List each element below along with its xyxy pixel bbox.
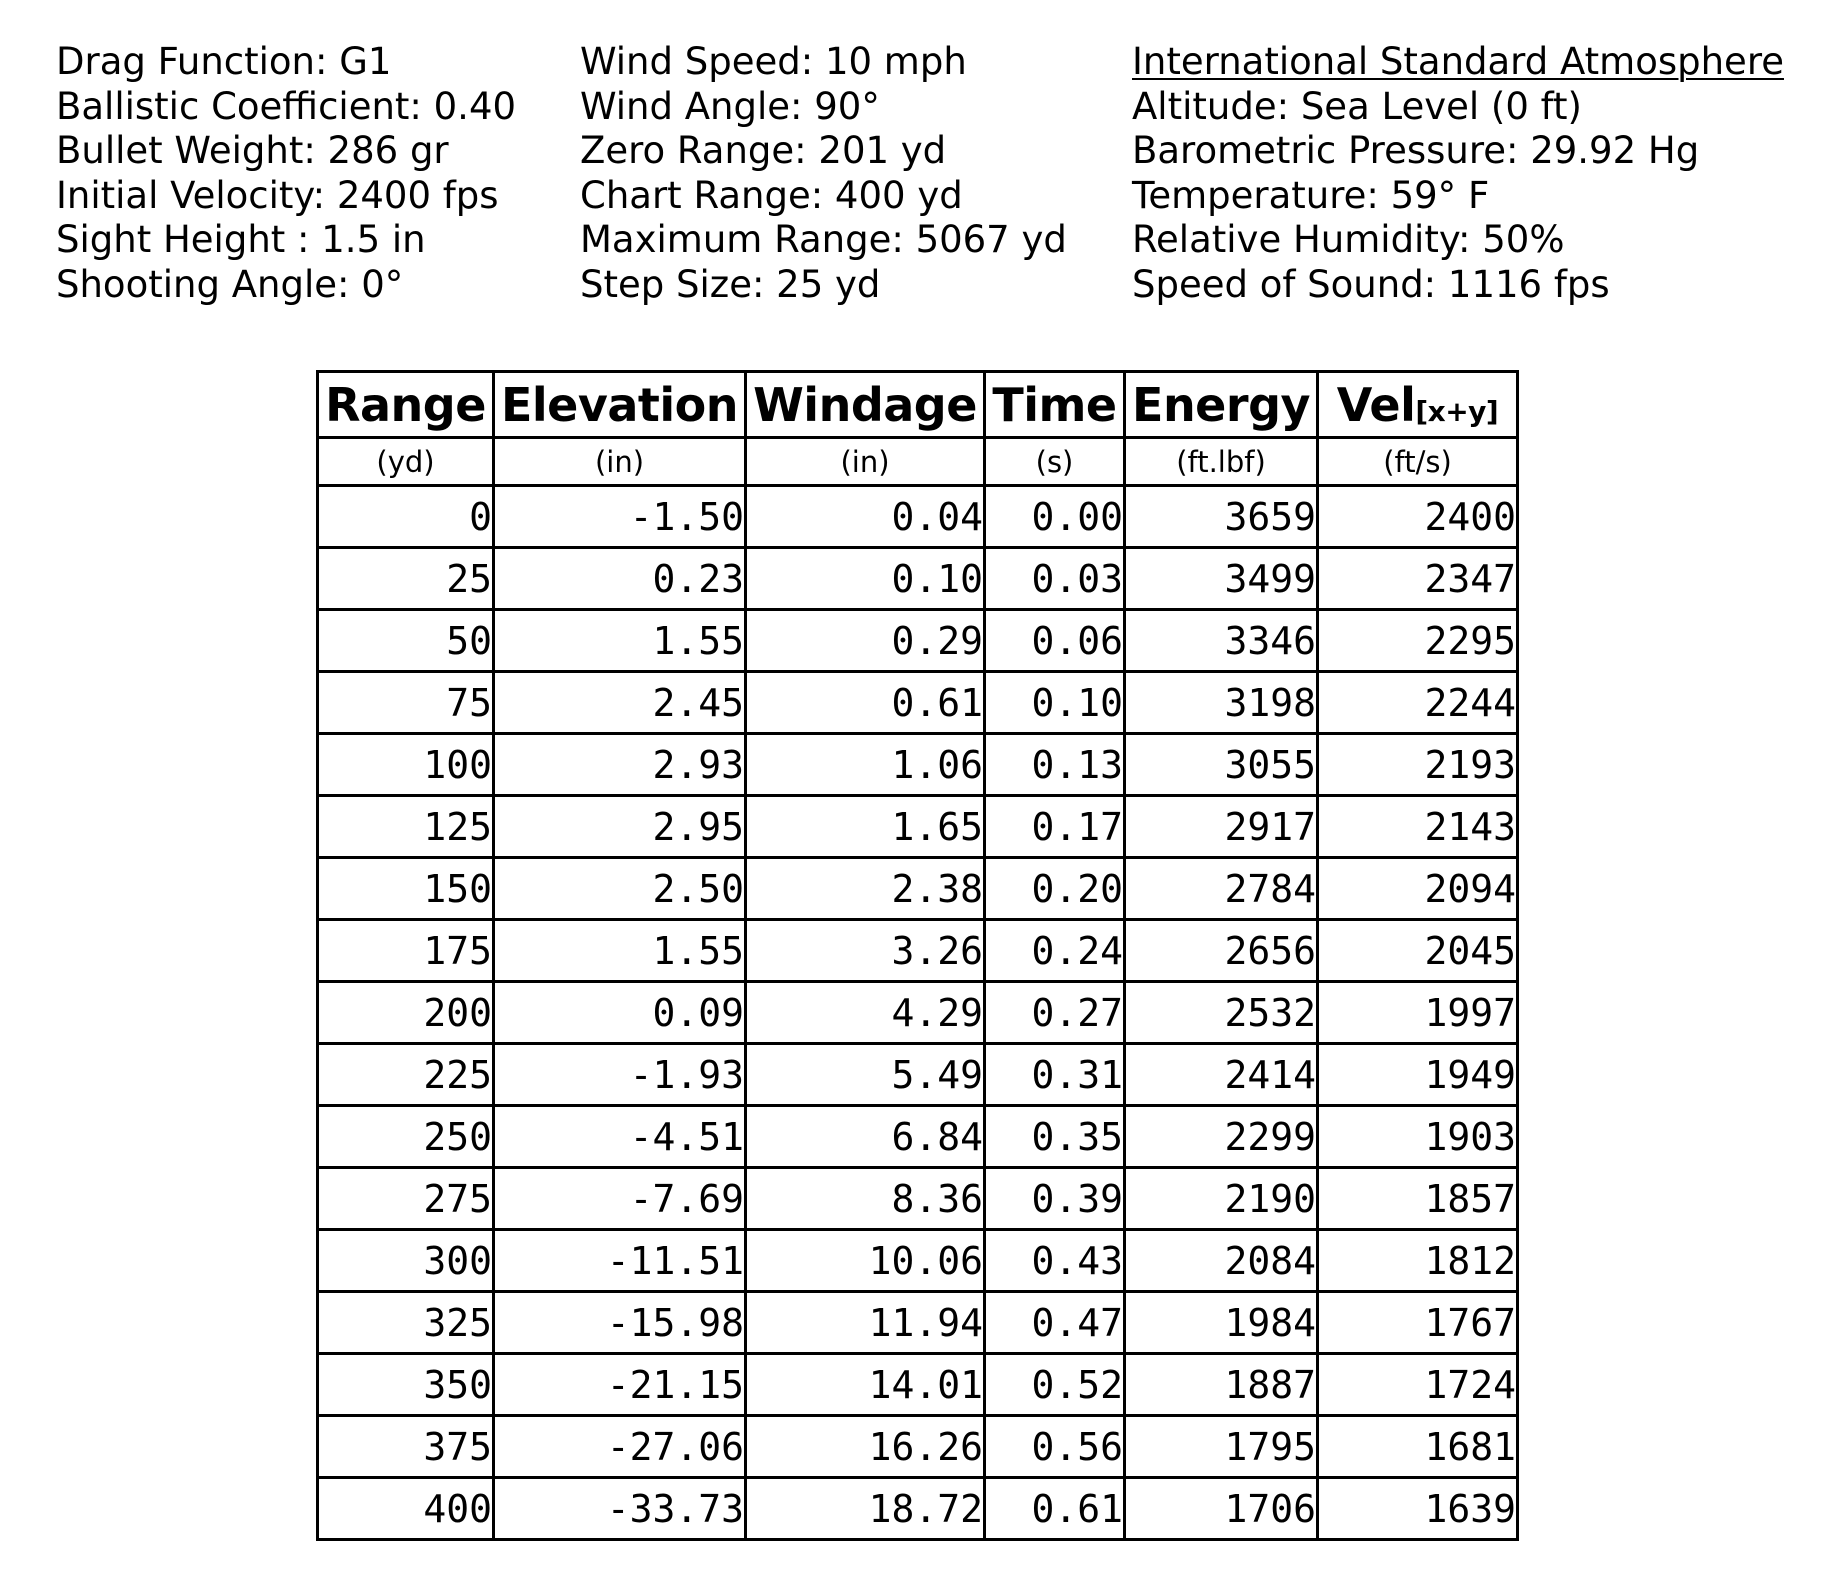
cell-windage: 11.94 <box>746 1292 985 1354</box>
table-row <box>318 1354 1518 1416</box>
atmosphere-title: International Standard Atmosphere <box>1132 40 1784 83</box>
cell-velocity: 1812 <box>1318 1230 1518 1292</box>
cell-windage: 1.65 <box>746 796 985 858</box>
cell-windage: 10.06 <box>746 1230 985 1292</box>
cell-time: 0.10 <box>985 672 1125 734</box>
cell-time: 0.43 <box>985 1230 1125 1292</box>
cell-elevation: -4.51 <box>494 1106 746 1168</box>
unit-velocity: (ft/s) <box>1318 438 1518 486</box>
cell-energy: 2656 <box>1125 920 1318 982</box>
cell-range: 300 <box>318 1230 494 1292</box>
cell-range: 225 <box>318 1044 494 1106</box>
cell-energy: 1887 <box>1125 1354 1318 1416</box>
cell-windage: 8.36 <box>746 1168 985 1230</box>
table-row <box>318 672 1518 734</box>
header-velocity-subscript: [x+y] <box>1415 394 1499 428</box>
cell-range: 150 <box>318 858 494 920</box>
drag-function: Drag Function: G1 <box>56 40 392 83</box>
ballistic-coefficient: Ballistic Coefficient: 0.40 <box>56 84 517 128</box>
cell-velocity: 2347 <box>1318 548 1518 610</box>
cell-range: 200 <box>318 982 494 1044</box>
table-row <box>318 1230 1518 1292</box>
cell-energy: 2084 <box>1125 1230 1318 1292</box>
table-row <box>318 858 1518 920</box>
cell-range: 350 <box>318 1354 494 1416</box>
relative-humidity: Relative Humidity: 50% <box>1132 218 1565 261</box>
cell-energy: 3346 <box>1125 610 1318 672</box>
cell-energy: 1706 <box>1125 1478 1318 1540</box>
cell-energy: 2414 <box>1125 1044 1318 1106</box>
table-row <box>318 1416 1518 1478</box>
cell-elevation: 1.55 <box>494 920 746 982</box>
cell-energy: 2299 <box>1125 1106 1318 1168</box>
sight-height: Sight Height : 1.5 in <box>56 218 426 261</box>
cell-elevation: 2.50 <box>494 858 746 920</box>
cell-windage: 1.06 <box>746 734 985 796</box>
cell-time: 0.17 <box>985 796 1125 858</box>
cell-velocity: 1639 <box>1318 1478 1518 1540</box>
ballistics-table <box>316 370 1519 1541</box>
header-time: Time <box>985 372 1125 438</box>
cell-time: 0.27 <box>985 982 1125 1044</box>
cell-energy: 2917 <box>1125 796 1318 858</box>
cell-time: 0.47 <box>985 1292 1125 1354</box>
cell-windage: 14.01 <box>746 1354 985 1416</box>
cell-range: 375 <box>318 1416 494 1478</box>
cell-windage: 0.61 <box>746 672 985 734</box>
table-row <box>318 796 1518 858</box>
cell-time: 0.20 <box>985 858 1125 920</box>
header-velocity <box>1318 372 1518 438</box>
table-row <box>318 486 1518 548</box>
cell-elevation: -1.93 <box>494 1044 746 1106</box>
unit-time: (s) <box>985 438 1125 486</box>
cell-range: 125 <box>318 796 494 858</box>
cell-elevation: 2.95 <box>494 796 746 858</box>
cell-elevation: -27.06 <box>494 1416 746 1478</box>
cell-energy: 3055 <box>1125 734 1318 796</box>
table-row <box>318 982 1518 1044</box>
cell-velocity: 2143 <box>1318 796 1518 858</box>
header-velocity-label: Vel <box>1336 377 1416 432</box>
cell-elevation: 2.93 <box>494 734 746 796</box>
cell-velocity: 2400 <box>1318 486 1518 548</box>
cell-elevation: -21.15 <box>494 1354 746 1416</box>
cell-energy: 2532 <box>1125 982 1318 1044</box>
cell-velocity: 1997 <box>1318 982 1518 1044</box>
cell-time: 0.13 <box>985 734 1125 796</box>
cell-energy: 2784 <box>1125 858 1318 920</box>
unit-energy: (ft.lbf) <box>1125 438 1318 486</box>
cell-elevation: 1.55 <box>494 610 746 672</box>
table-row <box>318 548 1518 610</box>
cell-windage: 5.49 <box>746 1044 985 1106</box>
table-row <box>318 610 1518 672</box>
cell-time: 0.24 <box>985 920 1125 982</box>
cell-windage: 0.10 <box>746 548 985 610</box>
cell-energy: 3198 <box>1125 672 1318 734</box>
cell-energy: 3659 <box>1125 486 1318 548</box>
cell-velocity: 1903 <box>1318 1106 1518 1168</box>
cell-time: 0.06 <box>985 610 1125 672</box>
header-windage: Windage <box>746 372 985 438</box>
cell-windage: 4.29 <box>746 982 985 1044</box>
cell-elevation: -1.50 <box>494 486 746 548</box>
zero-range: Zero Range: 201 yd <box>580 129 947 172</box>
bullet-weight: Bullet Weight: 286 gr <box>56 129 449 172</box>
cell-elevation: 2.45 <box>494 672 746 734</box>
wind-and-range-parameters <box>580 40 1067 307</box>
cell-range: 100 <box>318 734 494 796</box>
cell-velocity: 1949 <box>1318 1044 1518 1106</box>
initial-velocity: Initial Velocity: 2400 fps <box>56 173 499 217</box>
chart-range: Chart Range: 400 yd <box>580 173 963 217</box>
cell-elevation: -15.98 <box>494 1292 746 1354</box>
cell-range: 0 <box>318 486 494 548</box>
cell-energy: 1795 <box>1125 1416 1318 1478</box>
table-row <box>318 1478 1518 1540</box>
table-body <box>318 486 1518 1540</box>
unit-windage: (in) <box>746 438 985 486</box>
cell-time: 0.52 <box>985 1354 1125 1416</box>
atmosphere-parameters <box>1132 40 1784 307</box>
cell-windage: 0.29 <box>746 610 985 672</box>
cell-elevation: 0.23 <box>494 548 746 610</box>
cell-velocity: 1681 <box>1318 1416 1518 1478</box>
header-elevation: Elevation <box>494 372 746 438</box>
cell-windage: 0.04 <box>746 486 985 548</box>
cell-range: 175 <box>318 920 494 982</box>
cell-time: 0.39 <box>985 1168 1125 1230</box>
cell-energy: 2190 <box>1125 1168 1318 1230</box>
cell-time: 0.00 <box>985 486 1125 548</box>
table-row <box>318 734 1518 796</box>
cell-velocity: 2193 <box>1318 734 1518 796</box>
cell-velocity: 2045 <box>1318 920 1518 982</box>
cell-windage: 18.72 <box>746 1478 985 1540</box>
cell-time: 0.35 <box>985 1106 1125 1168</box>
altitude: Altitude: Sea Level (0 ft) <box>1132 84 1582 128</box>
cell-time: 0.56 <box>985 1416 1125 1478</box>
cell-range: 250 <box>318 1106 494 1168</box>
cell-elevation: 0.09 <box>494 982 746 1044</box>
wind-angle: Wind Angle: 90° <box>580 84 880 128</box>
cell-velocity: 1767 <box>1318 1292 1518 1354</box>
cell-windage: 16.26 <box>746 1416 985 1478</box>
cell-velocity: 2244 <box>1318 672 1518 734</box>
table-row <box>318 1292 1518 1354</box>
cell-time: 0.61 <box>985 1478 1125 1540</box>
cell-windage: 3.26 <box>746 920 985 982</box>
cell-windage: 6.84 <box>746 1106 985 1168</box>
cell-range: 25 <box>318 548 494 610</box>
speed-of-sound: Speed of Sound: 1116 fps <box>1132 262 1610 306</box>
unit-range: (yd) <box>318 438 494 486</box>
cell-velocity: 1857 <box>1318 1168 1518 1230</box>
cell-range: 50 <box>318 610 494 672</box>
cell-range: 400 <box>318 1478 494 1540</box>
header-range: Range <box>318 372 494 438</box>
cell-velocity: 2295 <box>1318 610 1518 672</box>
cell-velocity: 1724 <box>1318 1354 1518 1416</box>
header-energy: Energy <box>1125 372 1318 438</box>
barometric-pressure: Barometric Pressure: 29.92 Hg <box>1132 129 1700 172</box>
cell-elevation: -7.69 <box>494 1168 746 1230</box>
table-row <box>318 1044 1518 1106</box>
shooting-angle: Shooting Angle: 0° <box>56 262 404 306</box>
cell-velocity: 2094 <box>1318 858 1518 920</box>
maximum-range: Maximum Range: 5067 yd <box>580 218 1067 261</box>
cell-energy: 1984 <box>1125 1292 1318 1354</box>
cell-time: 0.03 <box>985 548 1125 610</box>
unit-elevation: (in) <box>494 438 746 486</box>
cell-energy: 3499 <box>1125 548 1318 610</box>
cell-elevation: -11.51 <box>494 1230 746 1292</box>
units-row <box>318 438 1518 486</box>
cell-windage: 2.38 <box>746 858 985 920</box>
wind-speed: Wind Speed: 10 mph <box>580 40 967 83</box>
table-row <box>318 1106 1518 1168</box>
cell-elevation: -33.73 <box>494 1478 746 1540</box>
cell-range: 325 <box>318 1292 494 1354</box>
cell-range: 275 <box>318 1168 494 1230</box>
cell-range: 75 <box>318 672 494 734</box>
table-row <box>318 1168 1518 1230</box>
cell-time: 0.31 <box>985 1044 1125 1106</box>
step-size: Step Size: 25 yd <box>580 262 881 306</box>
header-row <box>318 372 1518 438</box>
temperature: Temperature: 59° F <box>1132 173 1490 217</box>
load-parameters <box>56 40 516 307</box>
table-row <box>318 920 1518 982</box>
